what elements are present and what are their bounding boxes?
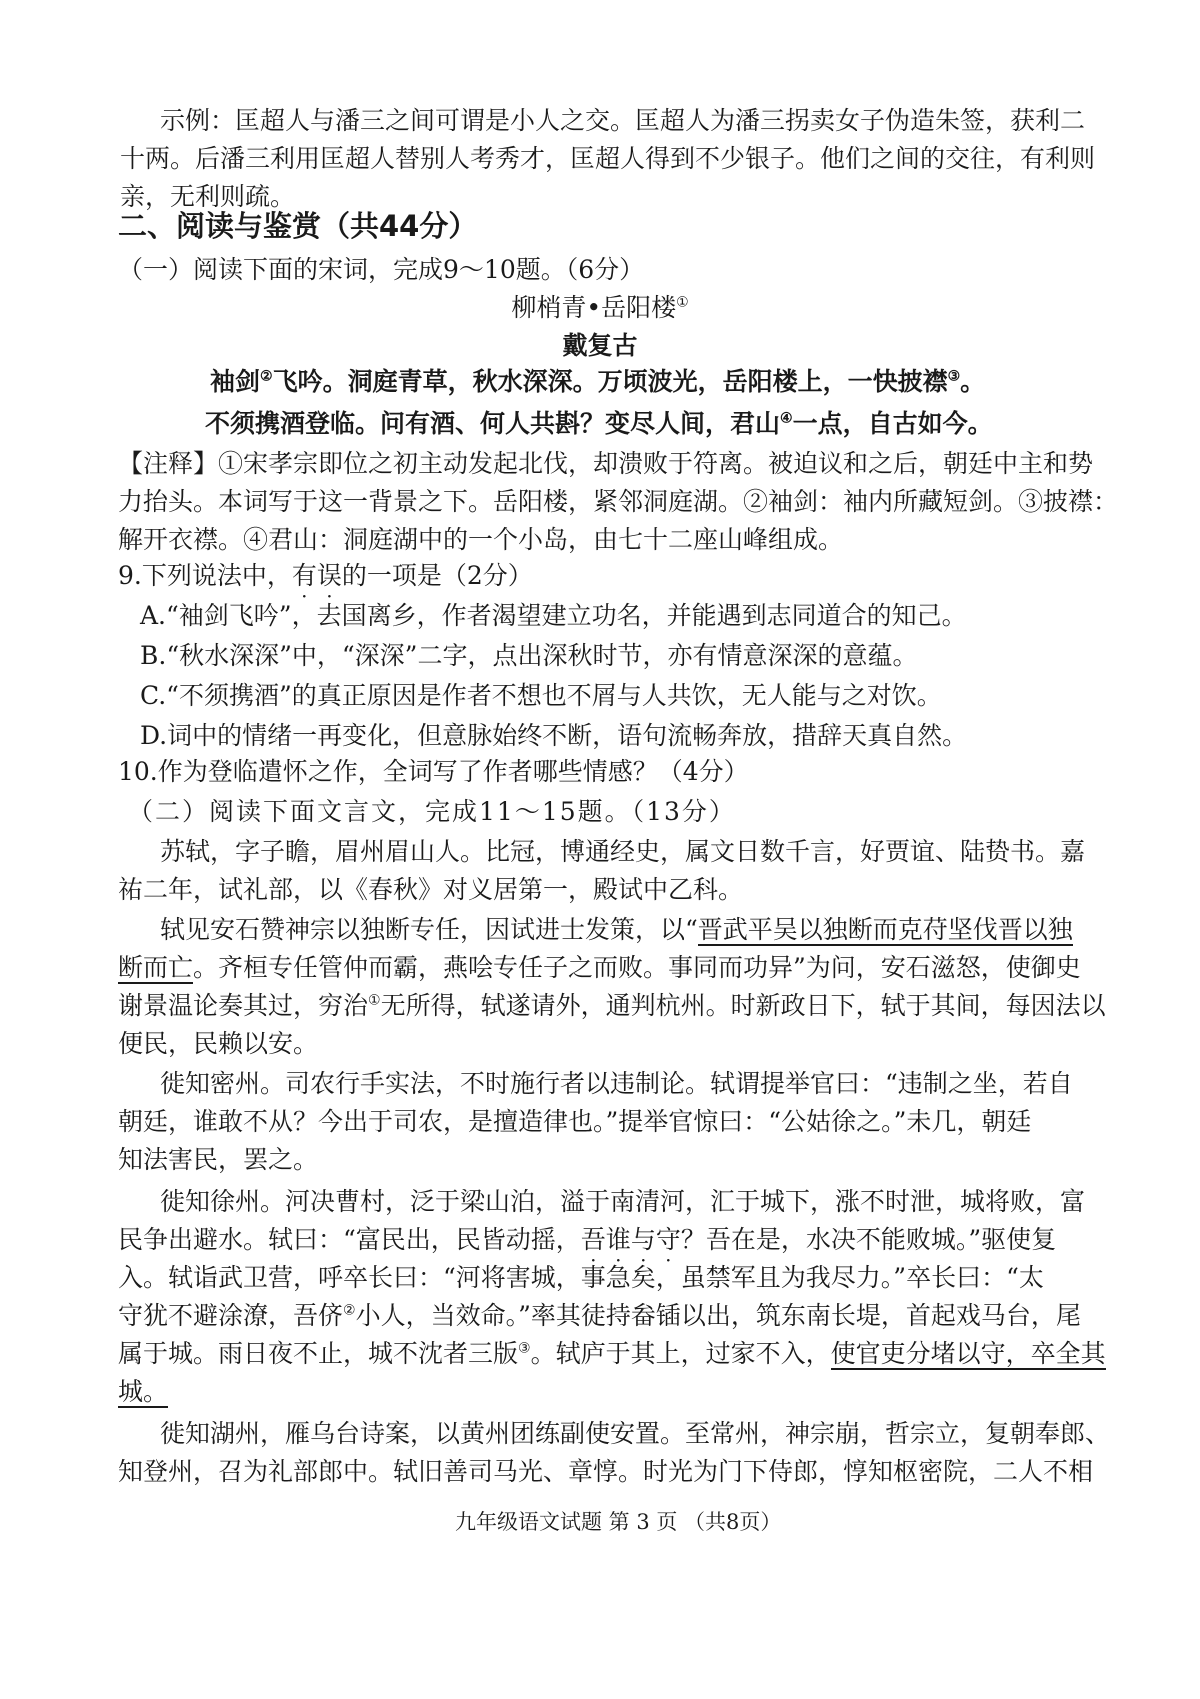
- passage-p5-line-1: 徙知湖州，雁乌台诗案，以黄州团练副使安置。至常州，神宗崩，哲宗立，复朝奉郎、: [160, 1419, 1111, 1448]
- poem-title: 柳梢青•岳阳楼①: [511, 293, 689, 322]
- q9-option-c: C.“不须携酒”的真正原因是作者不想也不屑与人共饮，无人能与之对饮。: [140, 681, 942, 710]
- passage-p3-line-1: 徙知密州。司农行手实法，不时施行者以违制论。轼谓提举官曰：“违制之坐，若自: [160, 1069, 1073, 1098]
- part1-intro: （一）阅读下面的宋词，完成9～10题。（6分）: [118, 255, 645, 284]
- passage-p4-line-6: 城。: [118, 1377, 169, 1406]
- notes-line-2: 力抬头。本词写于这一背景之下。岳阳楼，紧邻洞庭湖。②袖剑：袖内所藏短剑。③披襟：: [118, 487, 1119, 516]
- example-line-1: 示例：匡超人与潘三之间可谓是小人之交。匡超人为潘三拐卖女子伪造朱签，获利二: [160, 106, 1086, 135]
- passage-p2-line-3: 谢景温论奏其过，穷治①无所得，轼遂请外，通判杭州。时新政日下，轼于其间，每因法以: [118, 991, 1106, 1020]
- passage-p2-line-1: 轼见安石赞神宗以独断专任，因试进士发策，以“晋武平吴以独断而克苻坚伐晋以独: [160, 915, 1073, 944]
- underlined-sentence-1: 晋武平吴以独断而克苻坚伐晋以独: [697, 915, 1073, 944]
- passage-p4-line-1: 徙知徐州。河决曹村，泛于梁山泊，溢于南清河，汇于城下，涨不时泄，城将败，富: [160, 1187, 1086, 1216]
- underlined-sentence-2: 使官吏分堵以守，卒全其: [830, 1339, 1106, 1368]
- passage-p1-line-2: 祐二年，试礼部，以《春秋》对义居第一，殿试中乙科。: [118, 875, 744, 904]
- example-line-3: 亲，无利则疏。: [120, 182, 296, 211]
- passage-p3-line-2: 朝廷，谁敢不从？今出于司农，是擅造律也。”提举官惊曰：“公姑徐之。”未几，朝廷: [118, 1107, 1032, 1136]
- q9-option-b: B.“秋水深深”中，“深深”二字，点出深秋时节，亦有情意深深的意蕴。: [140, 641, 918, 670]
- passage-p2-line-2: 断而亡。齐桓专任管仲而霸，燕哙专任子之而败。事同而功异”为问，安石滋怒，使御史: [118, 953, 1081, 982]
- part2-intro: （二）阅读下面文言文，完成11～15题。（13分）: [128, 797, 736, 826]
- passage-p4-line-4: 守犹不避涂潦，吾侪②小人，当效命。”率其徒持畚锸以出，筑东南长堤，首起戏马台，尾: [118, 1301, 1081, 1330]
- passage-p1-line-1: 苏轼，字子瞻，眉州眉山人。比冠，博通经史，属文日数千言，好贾谊、陆贽书。嘉: [160, 837, 1086, 866]
- passage-p5-line-2: 知登州，召为礼部郎中。轼旧善司马光、章惇。时光为门下侍郎，惇知枢密院，二人不相: [118, 1457, 1094, 1486]
- question-10: 10.作为登临遣怀之作，全词写了作者哪些情感？（4分）: [118, 757, 749, 786]
- q9-option-a: A.“袖剑飞吟”，去国离乡，作者渴望建立功名，并能遇到志同道合的知己。: [140, 601, 967, 630]
- poem-line-1: 袖剑②飞吟。洞庭青草，秋水深深。万顷波光，岳阳楼上，一快披襟③。: [210, 367, 986, 396]
- passage-p4-line-5: 属于城。雨日夜不止，城不沈者三版③。轼庐于其上，过家不入，使官吏分堵以守，卒全其: [118, 1339, 1106, 1368]
- poem-author: 戴复古: [562, 331, 638, 360]
- passage-p4-line-3: 入。轼诣武卫营，呼卒长曰：“河将害城，事急矣，虽禁军且为我尽力。”卒长曰：“太: [118, 1263, 1044, 1292]
- passage-p4-line-2: 民争出避水。轼曰：“富民出，民皆动摇，吾谁与守？吾在是，水决不能败城。”驱使复: [118, 1225, 1057, 1254]
- passage-p3-line-3: 知法害民，罢之。: [118, 1145, 319, 1174]
- notes-line-1: 【注释】①宋孝宗即位之初主动发起北伐，却溃败于符离。被迫议和之后，朝廷中主和势: [118, 449, 1094, 478]
- q9-option-d: D.词中的情绪一再变化，但意脉始终不断，语句流畅奔放，措辞天真自然。: [140, 721, 968, 750]
- question-9: 9.下列说法中，有误的一项是（2分）: [118, 561, 533, 590]
- example-line-2: 十两。后潘三利用匡超人替别人考秀才，匡超人得到不少银子。他们之间的交往，有利则: [120, 144, 1096, 173]
- section-title: 二、阅读与鉴赏（共44分）: [118, 209, 478, 243]
- page-footer: 九年级语文试题 第 3 页 （共8页）: [455, 1510, 782, 1534]
- passage-p2-line-4: 便民，民赖以安。: [118, 1029, 319, 1058]
- poem-line-2: 不须携酒登临。问有酒、何人共斟？变尽人间，君山④一点，自古如今。: [205, 409, 993, 438]
- notes-line-3: 解开衣襟。④君山：洞庭湖中的一个小岛，由七十二座山峰组成。: [118, 525, 844, 554]
